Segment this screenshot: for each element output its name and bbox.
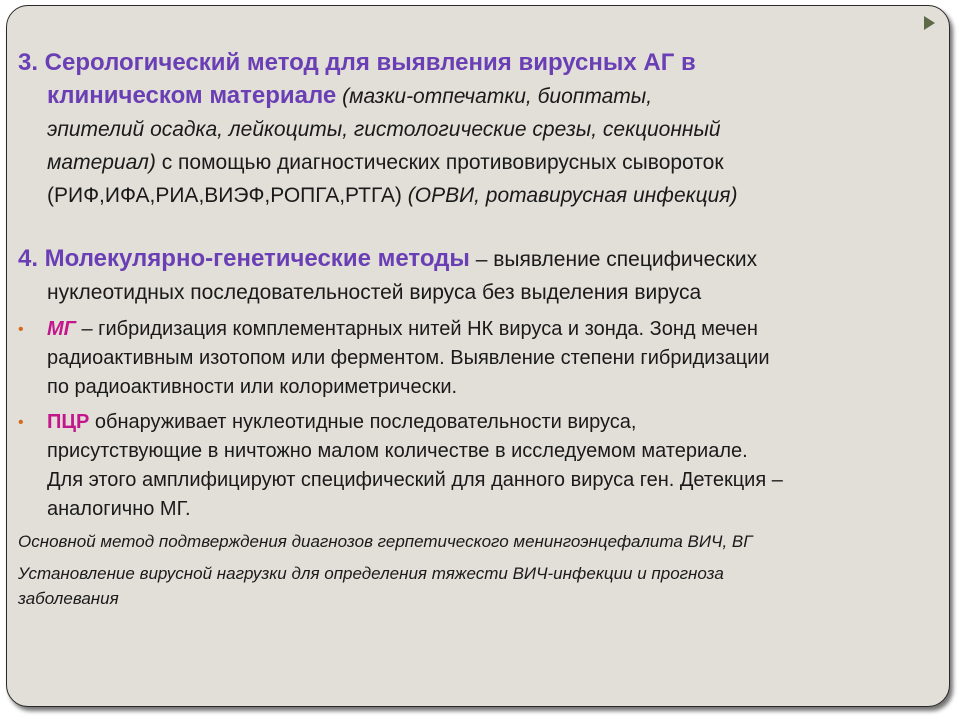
section3-line3: [18, 146, 940, 179]
note-2a: Установление вирусной нагрузки для определения тяжести ВИЧ-инфекции и прогноза: [18, 564, 724, 583]
bullet-icon: •: [18, 414, 24, 431]
section3-heading: [18, 46, 940, 113]
pcr-line3: Для этого амплифицируют специфический для данного вируса ген. Детекция –: [47, 469, 783, 491]
section3-line3-italic: материал): [47, 151, 156, 174]
mg-label: МГ: [47, 318, 76, 340]
section3-line4-plain: (РИФ,ИФА,РИА,ВИЭФ,РОПГА,РТГА): [47, 184, 408, 207]
section4-line2: нуклеотидных последовательностей вируса без выделения вируса: [47, 281, 702, 304]
note-1: Основной метод подтверждения диагнозов герпетического менингоэнцефалита ВИЧ, ВГ: [18, 532, 753, 551]
play-arrow-icon: [924, 16, 935, 30]
section3-line3-rest: с помощью диагностических противовирусных сывороток: [155, 151, 724, 174]
mg-bullet-item: [18, 315, 940, 402]
mg-line1: – гибридизация комплементарных нитей НК вируса и зонда. Зонд мечен: [75, 318, 758, 340]
section4-heading: [18, 242, 940, 276]
section4-title-rest: – выявление специфических: [469, 248, 758, 271]
pcr-label: ПЦР: [47, 411, 90, 433]
section3-line4-italic: (ОРВИ, ротавирусная инфекция): [407, 184, 738, 207]
section3-line4: [18, 179, 940, 212]
section3-title-a: 3. Серологический метод для выявления вирусных АГ в: [18, 49, 696, 76]
section4-title: 4. Молекулярно-генетические методы: [18, 245, 470, 272]
pcr-line4: аналогично МГ.: [47, 498, 191, 520]
note-2b: заболевания: [18, 589, 119, 608]
pcr-bullet-item: [18, 408, 940, 524]
section4: [18, 242, 940, 309]
section3-paren-a: (мазки-отпечатки, биоптаты,: [336, 85, 653, 108]
slide-content: [18, 46, 940, 611]
section3-line2: эпителий осадка, лейкоциты, гистологические срезы, секционный: [47, 118, 721, 141]
section3-title-b: клиническом материале: [47, 82, 337, 109]
slide-frame: [6, 5, 950, 707]
bullet-icon: •: [18, 321, 24, 338]
mg-line2: радиоактивным изотопом или ферментом. Выявление степени гибридизации: [47, 347, 770, 369]
pcr-line2: присутствующие в ничтожно малом количестве в исследуемом материале.: [47, 440, 748, 462]
pcr-line1: обнаруживает нуклеотидные последовательности вируса,: [89, 411, 637, 433]
mg-line3: по радиоактивности или колориметрически.: [47, 376, 458, 398]
